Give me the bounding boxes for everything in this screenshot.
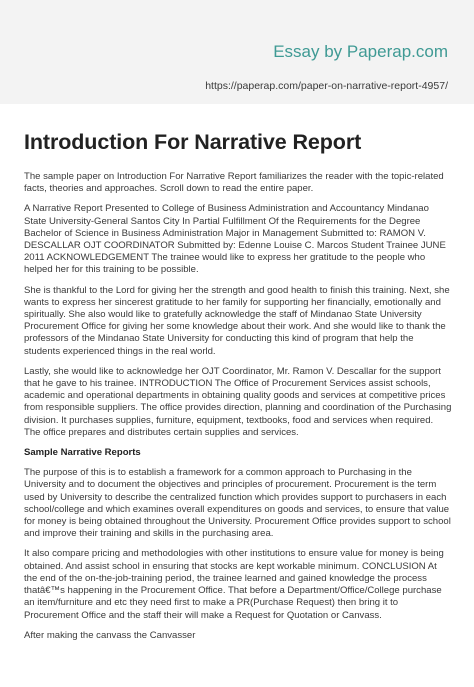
body-paragraph-3: Lastly, she would like to acknowledge her OJT Coordinator, Mr. Ramon V. Descallar for the support that he gave to his trainee. INTRODUCTION The Office of Procurement Services assist schools, academic and operational departments in obtaining quality goods and services at competitive prices from responsible suppliers. The office provides direction, planning and coordination of the Purchasing division. It purchases supplies, furniture, equipment, textbooks, food and services when required. The office prepares and distributes certain supplies and services.: [24, 365, 452, 438]
site-brand-link[interactable]: Essay by Paperap.com: [273, 42, 448, 61]
body-paragraph-4: The purpose of this is to establish a framework for a common approach to Purchasing in the University and to document the objectives and principles of procurement. Procurement is the term used by University to describe the centralized function which provides support to purchasers in each school/college and which examines overall expenditures on goods and services, to ensure that value for money is being obtained throughout the University. Procurement Office provides support to school and improve their training and skills in the purchasing area.: [24, 467, 451, 540]
intro-paragraph: The sample paper on Introduction For Narrative Report familiarizes the reader with the topic-related facts, theories and approaches. Scroll down to read the entire paper.: [24, 171, 444, 195]
body-paragraph-2: She is thankful to the Lord for giving her the strength and good health to finish this training. Next, she wants to express her sincerest gratitude to her family for supporting her financially, emotionally and spiritually. She also would like to gratefully acknowledge the staff of Mindanao State University Procurement Office for giving her some knowledge about their work. And she would like to thank the professors of the Mindanao State University for conducting this kind of program that help the students experienced things in the real world.: [24, 284, 450, 357]
page-header: [0, 0, 474, 104]
body-paragraph-6: After making the canvass the Canvasser: [24, 629, 196, 641]
source-url[interactable]: https://paperap.com/paper-on-narrative-report-4957/: [205, 80, 448, 92]
section-heading: Sample Narrative Reports: [24, 447, 141, 459]
page-title: Introduction For Narrative Report: [24, 130, 362, 154]
body-paragraph-1: A Narrative Report Presented to College of Business Administration and Accountancy Mindanao State University-General Santos City In Partial Fulfillment Of the Requirements for the Degree Bachelor of Science in Business Administration Major in Management Submitted to: RAMON V. DESCALLAR OJT COORDINATOR Submitted by: Edenne Louise C. Marcos Student Trainee JUNE 2011 ACKNOWLEDGEMENT The trainee would like to express her gratitude to the people who helped her for this training to be possible.: [24, 203, 446, 276]
article-body: [24, 171, 452, 650]
body-paragraph-5: It also compare pricing and methodologies with other institutions to ensure value for money is being obtained. And assist school in ensuring that stocks are kept workable minimum. CONCLUSION At the end of the on-the-job-training period, the trainee learned and gained knowledge the process thatâ€™s happening in the Procurement Office. That before a Department/Office/College purchase an item/furniture and etc they need first to make a PR(Purchase Request) then bring it to Procurement Office and the staff their will make a Request for Quotation or Canvass.: [24, 548, 444, 621]
